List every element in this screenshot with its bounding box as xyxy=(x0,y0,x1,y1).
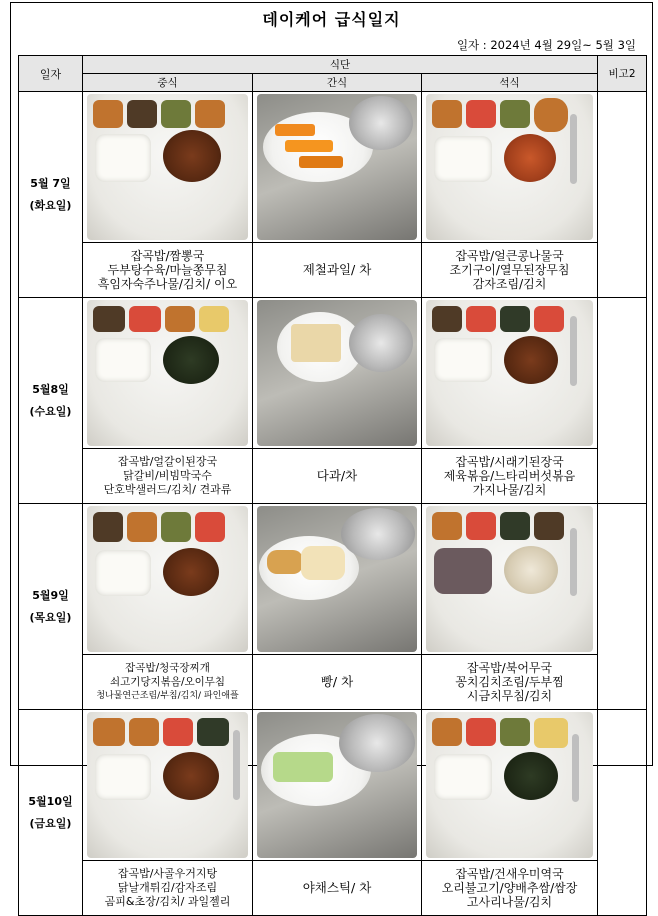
day-cell xyxy=(19,92,83,298)
snack-menu xyxy=(253,861,422,916)
menu-line: 잡곡밥/청국장찌개 xyxy=(125,662,210,674)
snack-photo-cell xyxy=(253,710,422,861)
menu-line: 감자조림/김치 xyxy=(472,277,547,291)
dinner-menu xyxy=(422,449,598,504)
menu-line: 잡곡밥/북어무국 xyxy=(466,661,553,675)
date-range: 일자 : 2024년 4월 29일~ 5월 3일 xyxy=(456,38,636,52)
header-lunch: 중식 xyxy=(83,74,253,92)
menu-line: 제철과일/ 차 xyxy=(302,262,372,277)
menu-line: 닭갈비/비빔막국수 xyxy=(123,469,212,482)
lunch-tray-photo xyxy=(87,506,248,652)
menu-line: 제육볶음/느타리버섯볶음 xyxy=(443,469,576,483)
day-cell xyxy=(19,298,83,504)
table-row xyxy=(19,298,647,449)
note-cell xyxy=(598,298,647,504)
dinner-tray-photo xyxy=(426,506,593,652)
lunch-tray-photo xyxy=(87,712,248,858)
lunch-photo-cell xyxy=(83,92,253,243)
day-cell xyxy=(19,504,83,710)
menu-line: 빵/ 차 xyxy=(320,674,354,689)
lunch-tray-photo xyxy=(87,94,248,240)
dinner-photo-cell xyxy=(422,298,598,449)
note-cell xyxy=(598,504,647,710)
dinner-tray-photo xyxy=(426,712,593,858)
table-row xyxy=(19,92,647,243)
menu-line: 조기구이/열무된장무침 xyxy=(449,263,570,277)
dinner-menu xyxy=(422,861,598,916)
menu-line: 잡곡밥/짬뽕국 xyxy=(130,249,205,263)
lunch-tray-photo xyxy=(87,300,248,446)
header-snack: 간식 xyxy=(253,74,422,92)
note-cell xyxy=(598,710,647,916)
snack-photo xyxy=(257,506,417,652)
table-row xyxy=(19,655,647,710)
menu-line: 가지나물/김치 xyxy=(472,483,547,497)
menu-line: 다과/차 xyxy=(316,468,358,483)
menu-line: 오리불고기/양배추쌈/쌈장 xyxy=(441,881,578,895)
dinner-menu xyxy=(422,655,598,710)
dinner-photo-cell xyxy=(422,92,598,243)
day-date: 5월9일 xyxy=(32,588,69,602)
lunch-photo-cell xyxy=(83,504,253,655)
table-row xyxy=(19,449,647,504)
snack-photo-cell xyxy=(253,298,422,449)
table-row xyxy=(19,710,647,861)
header-meal-group: 식단 xyxy=(83,56,598,74)
dinner-tray-photo xyxy=(426,300,593,446)
menu-line: 흑임자숙주나물/김치/ 이오 xyxy=(97,277,238,291)
note-cell xyxy=(598,92,647,298)
menu-line: 고사리나물/김치 xyxy=(466,895,553,909)
lunch-photo-cell xyxy=(83,298,253,449)
day-weekday: (금요일) xyxy=(29,816,72,830)
header-date: 일자 xyxy=(19,56,83,92)
snack-photo xyxy=(257,94,417,240)
snack-menu xyxy=(253,243,422,298)
snack-photo xyxy=(257,712,417,858)
dinner-tray-photo xyxy=(426,94,593,240)
day-weekday: (수요일) xyxy=(29,404,72,418)
menu-line: 두부탕수육/마늘쫑무침 xyxy=(107,263,228,277)
snack-photo xyxy=(257,300,417,446)
menu-line: 닭날개튀김/감자조림 xyxy=(117,881,218,894)
menu-line: 쇠고기당지볶음/오이무침 xyxy=(109,676,226,688)
menu-line: 야채스틱/ 차 xyxy=(302,880,372,895)
menu-line: 시금치무침/김치 xyxy=(466,689,553,703)
menu-line: 잡곡밥/건새우미역국 xyxy=(455,867,564,881)
dinner-photo-cell xyxy=(422,504,598,655)
dinner-menu xyxy=(422,243,598,298)
menu-line: 꽁치김치조림/두부찜 xyxy=(455,675,564,689)
lunch-photo-cell xyxy=(83,710,253,861)
lunch-menu xyxy=(83,243,253,298)
menu-line: 곰피&초장/김치/ 과일젤리 xyxy=(104,895,231,908)
day-date: 5월10일 xyxy=(28,794,73,808)
menu-line: 잡곡밥/시래기된장국 xyxy=(455,455,564,469)
table-row xyxy=(19,504,647,655)
snack-menu xyxy=(253,655,422,710)
menu-line: 청나물연근조림/부침/김치/ 파인애플 xyxy=(96,691,239,701)
menu-line: 잡곡밥/얼갈이된장국 xyxy=(117,455,218,468)
day-cell xyxy=(19,710,83,916)
header-note: 비고2 xyxy=(598,56,647,92)
snack-photo-cell xyxy=(253,504,422,655)
table-row xyxy=(19,861,647,916)
lunch-menu xyxy=(83,449,253,504)
menu-line: 잡곡밥/사골우거지탕 xyxy=(117,867,218,880)
lunch-menu xyxy=(83,861,253,916)
menu-line: 잡곡밥/얼큰콩나물국 xyxy=(455,249,564,263)
menu-line: 단호박샐러드/김치/ 견과류 xyxy=(103,483,232,496)
document-frame xyxy=(10,2,653,909)
snack-photo-cell xyxy=(253,92,422,243)
day-date: 5월8일 xyxy=(32,382,69,396)
day-date: 5월 7일 xyxy=(30,176,71,190)
day-weekday: (화요일) xyxy=(29,198,72,212)
document-title: 데이케어 급식일지 xyxy=(262,10,401,29)
lunch-menu xyxy=(83,655,253,710)
header-dinner: 석식 xyxy=(422,74,598,92)
table-row xyxy=(19,243,647,298)
snack-menu xyxy=(253,449,422,504)
dinner-photo-cell xyxy=(422,710,598,861)
day-weekday: (목요일) xyxy=(29,610,72,624)
meal-log-table xyxy=(18,55,647,916)
